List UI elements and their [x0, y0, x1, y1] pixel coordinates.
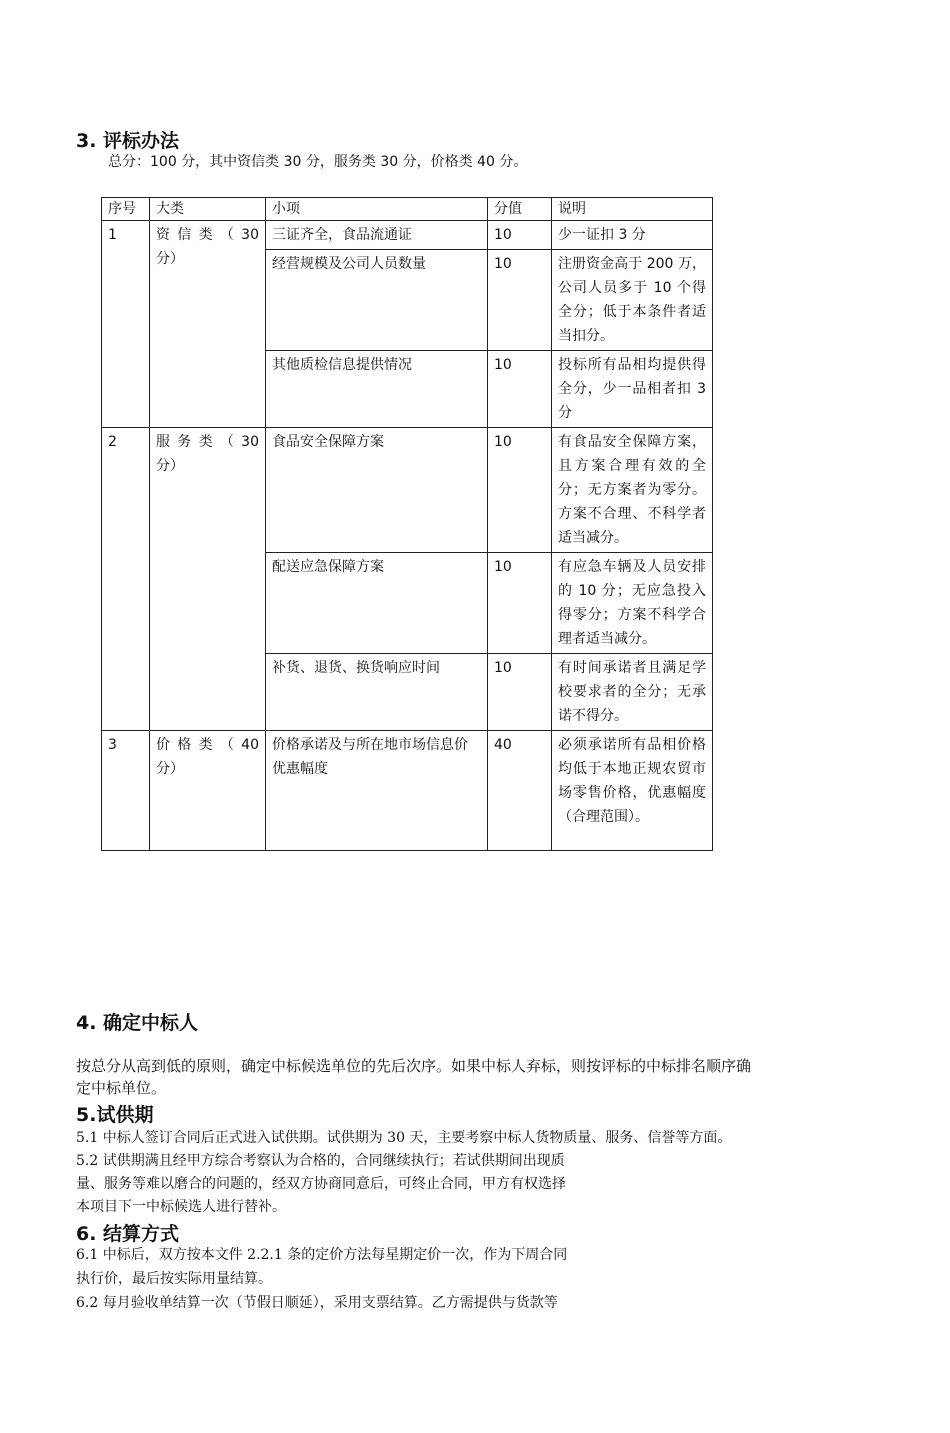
col-header-score: 分值	[488, 198, 552, 221]
table-row	[102, 221, 713, 250]
table-header-row	[102, 198, 713, 221]
section6-line3: 6.2 每月验收单结算一次（节假日顺延），采用支票结算。乙方需提供与货款等	[76, 1295, 558, 1311]
row-note: 有时间承诺者且满足学校要求者的全分；无承诺不得分。	[552, 654, 713, 731]
section6-line2: 执行价，最后按实际用量结算。	[76, 1271, 272, 1287]
row-item: 价格承诺及与所在地市场信息价优惠幅度	[266, 731, 488, 851]
table-row	[102, 428, 713, 553]
col-header-no: 序号	[102, 198, 150, 221]
table-row	[102, 731, 713, 851]
row-note: 必须承诺所有品相价格均低于本地正规农贸市场零售价格，优惠幅度（合理范围）。	[552, 731, 713, 851]
row-item: 其他质检信息提供情况	[266, 351, 488, 428]
row-score: 10	[488, 654, 552, 731]
section5-line1: 5.1 中标人签订合同后正式进入试供期。试供期为 30 天，主要考察中标人货物质量、服务、信誉等方面。	[76, 1130, 732, 1146]
section5-heading: 5.试供期	[76, 1104, 154, 1126]
row-note: 有应急车辆及人员安排的 10 分；无应急投入得零分；方案不科学合理者适当减分。	[552, 553, 713, 654]
row-no: 2	[102, 428, 150, 731]
row-note: 投标所有品相均提供得全分，少一品相者扣 3 分	[552, 351, 713, 428]
row-score: 10	[488, 553, 552, 654]
row-score: 10	[488, 250, 552, 351]
section5-line2: 5.2 试供期满且经甲方综合考察认为合格的，合同继续执行；若试供期间出现质	[76, 1153, 565, 1169]
row-note: 注册资金高于 200 万，公司人员多于 10 个得全分；低于本条件者适当扣分。	[552, 250, 713, 351]
row-item: 经营规模及公司人员数量	[266, 250, 488, 351]
row-category: 价 格 类 （ 40 分）	[150, 731, 266, 851]
row-no: 1	[102, 221, 150, 428]
col-header-category: 大类	[150, 198, 266, 221]
row-item: 补货、退货、换货响应时间	[266, 654, 488, 731]
section5-line3: 量、服务等难以磨合的问题的，经双方协商同意后，可终止合同，甲方有权选择	[76, 1176, 566, 1192]
section3-heading: 3. 评标办法	[76, 130, 180, 152]
row-item: 三证齐全，食品流通证	[266, 221, 488, 250]
section5-line4: 本项目下一中标候选人进行替补。	[76, 1199, 286, 1215]
row-score: 40	[488, 731, 552, 851]
scoring-table	[101, 197, 713, 851]
col-header-note: 说明	[552, 198, 713, 221]
col-header-item: 小项	[266, 198, 488, 221]
row-note: 有食品安全保障方案，且方案合理有效的全分；无方案者为零分。方案不合理、不科学者适当减分。	[552, 428, 713, 553]
section4-heading: 4. 确定中标人	[76, 1012, 199, 1034]
section6-heading: 6. 结算方式	[76, 1223, 180, 1245]
row-category: 资 信 类 （ 30 分）	[150, 221, 266, 428]
section3-summary: 总分：100 分，其中资信类 30 分，服务类 30 分，价格类 40 分。	[108, 154, 528, 170]
row-no: 3	[102, 731, 150, 851]
row-category: 服 务 类 （ 30 分）	[150, 428, 266, 731]
section4-line1: 按总分从高到低的原则，确定中标候选单位的先后次序。如果中标人弃标，则按评标的中标排名顺序确	[76, 1057, 752, 1075]
row-score: 10	[488, 221, 552, 250]
row-item: 食品安全保障方案	[266, 428, 488, 553]
section4-line2: 定中标单位。	[76, 1079, 167, 1097]
section6-line1: 6.1 中标后，双方按本文件 2.2.1 条的定价方法每星期定价一次，作为下周合同	[76, 1247, 568, 1263]
row-score: 10	[488, 428, 552, 553]
row-item: 配送应急保障方案	[266, 553, 488, 654]
row-note: 少一证扣 3 分	[552, 221, 713, 250]
row-score: 10	[488, 351, 552, 428]
